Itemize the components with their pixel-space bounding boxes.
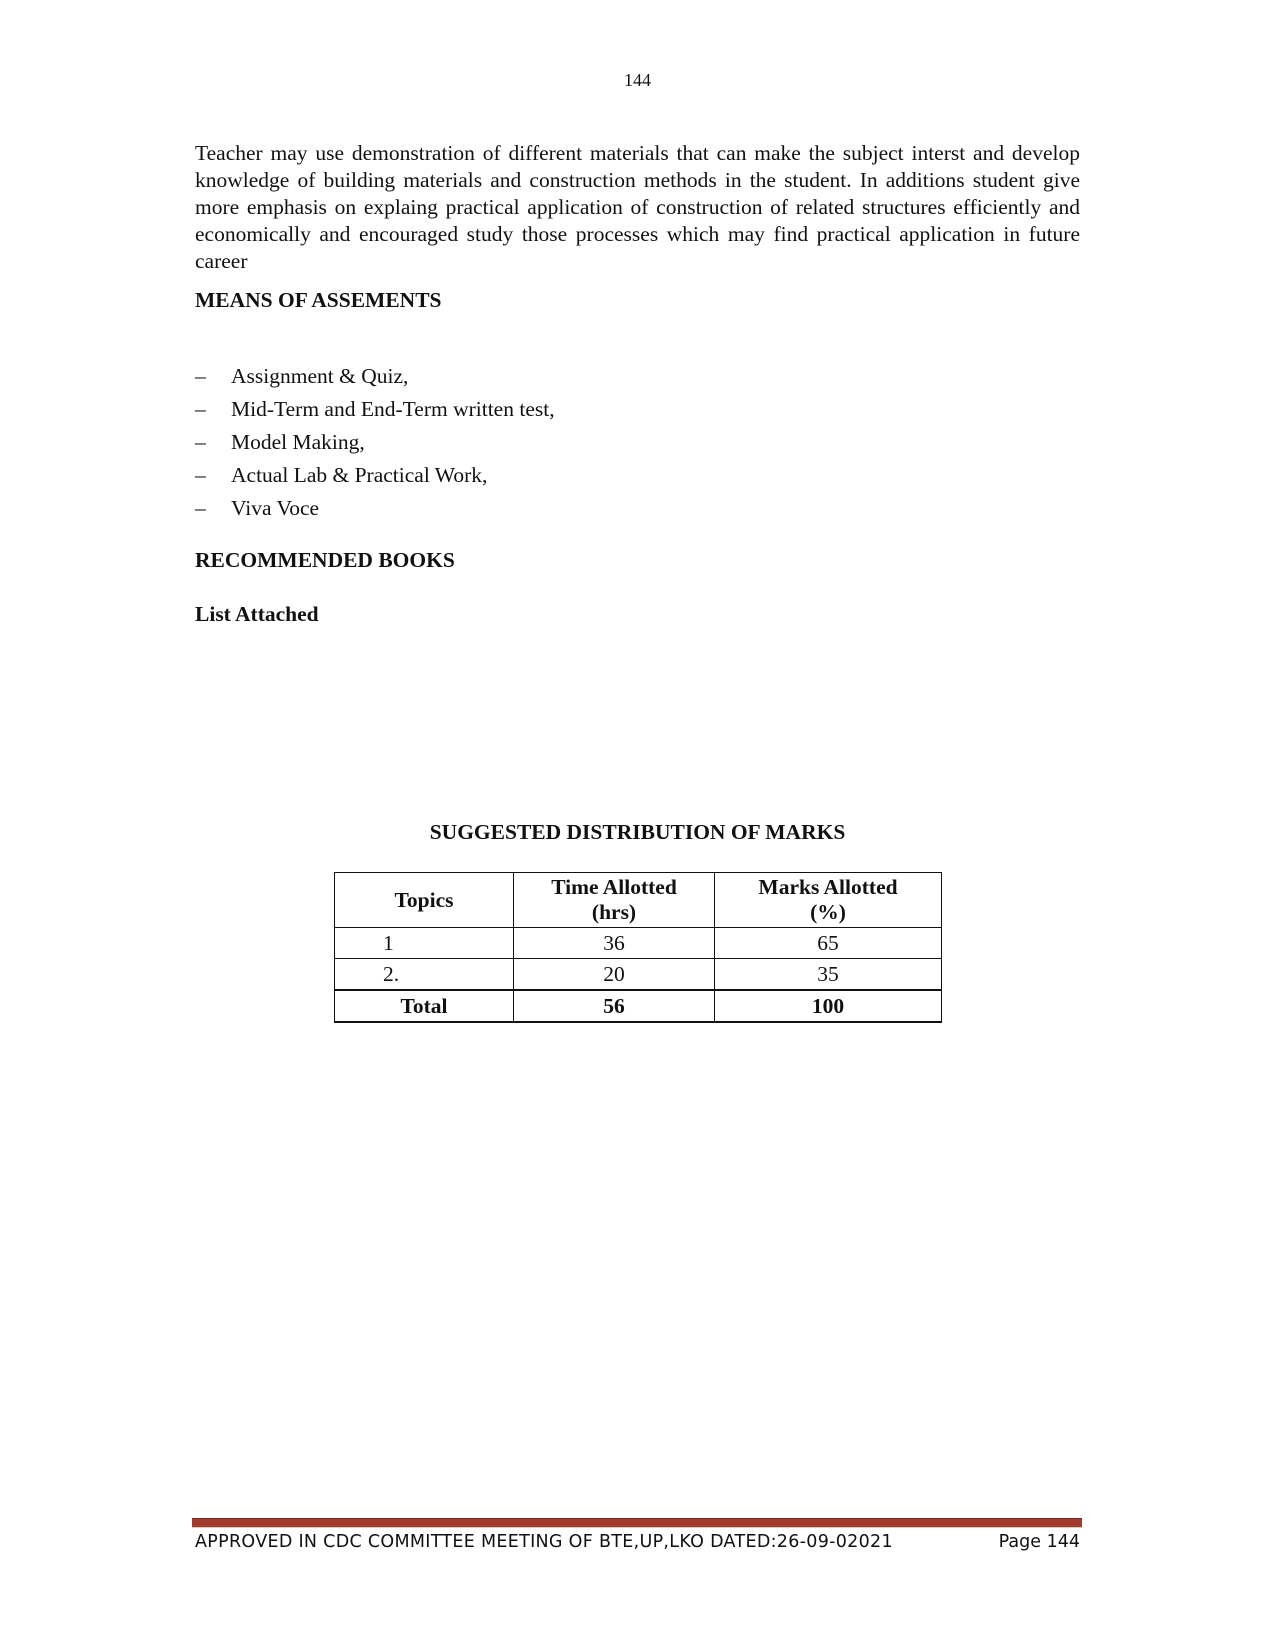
- cell-marks: 35: [715, 959, 942, 991]
- list-item: [195, 426, 555, 459]
- list-item: [195, 393, 555, 426]
- books-note: List Attached: [195, 602, 319, 626]
- cell-time: 36: [514, 928, 715, 959]
- list-item-text: Actual Lab & Practical Work,: [231, 463, 488, 487]
- cell-total-time: 56: [514, 990, 715, 1022]
- dash-bullet: –: [195, 496, 206, 520]
- header-time-line2: (hrs): [591, 900, 637, 924]
- header-time-line1: Time Allotted: [551, 875, 677, 899]
- table-row: [335, 959, 942, 991]
- header-marks-allotted: [715, 873, 942, 928]
- list-item: [195, 459, 555, 492]
- books-heading: RECOMMENDED BOOKS: [195, 548, 455, 572]
- table-total-row: [335, 990, 942, 1022]
- list-item-text: Mid-Term and End-Term written test,: [231, 397, 555, 421]
- table-row: [335, 928, 942, 959]
- marks-table: [334, 872, 942, 1023]
- cell-total-marks: 100: [715, 990, 942, 1022]
- list-item-text: Viva Voce: [231, 496, 320, 520]
- dash-bullet: –: [195, 463, 206, 487]
- list-item-text: Model Making,: [231, 430, 365, 454]
- assessment-list: [195, 360, 555, 525]
- cell-topic: 2.: [335, 959, 514, 991]
- table-header-row: [335, 873, 942, 928]
- footer-approval-text: APPROVED IN CDC COMMITTEE MEETING OF BTE,UP,LKO DATED:26-09-02021: [195, 1532, 893, 1552]
- dash-bullet: –: [195, 397, 206, 421]
- assessment-heading: MEANS OF ASSEMENTS: [195, 288, 442, 312]
- list-item: [195, 492, 555, 525]
- intro-paragraph: Teacher may use demonstration of different materials that can make the subject interst and develop knowledge of building materials and construction methods in the student. In additions student give more emphasis on explaing practical application of construction of related structures efficiently and economically and encouraged study those processes which may find practical application in future career: [195, 141, 1080, 273]
- dash-bullet: –: [195, 430, 206, 454]
- footer-page-label: Page 144: [998, 1532, 1080, 1552]
- header-marks-line2: (%): [810, 900, 846, 924]
- cell-time: 20: [514, 959, 715, 991]
- dash-bullet: –: [195, 364, 206, 388]
- list-item: [195, 360, 555, 393]
- marks-table-title: SUGGESTED DISTRIBUTION OF MARKS: [429, 820, 846, 844]
- header-time-allotted: [514, 873, 715, 928]
- footer-rule: [192, 1518, 1082, 1528]
- cell-total-label: Total: [335, 990, 514, 1022]
- list-item-text: Assignment & Quiz,: [231, 364, 409, 388]
- header-topics: Topics: [335, 873, 514, 928]
- page-number-top: 144: [624, 70, 651, 90]
- cell-topic: 1: [335, 928, 514, 959]
- cell-marks: 65: [715, 928, 942, 959]
- header-marks-line1: Marks Allotted: [758, 875, 898, 899]
